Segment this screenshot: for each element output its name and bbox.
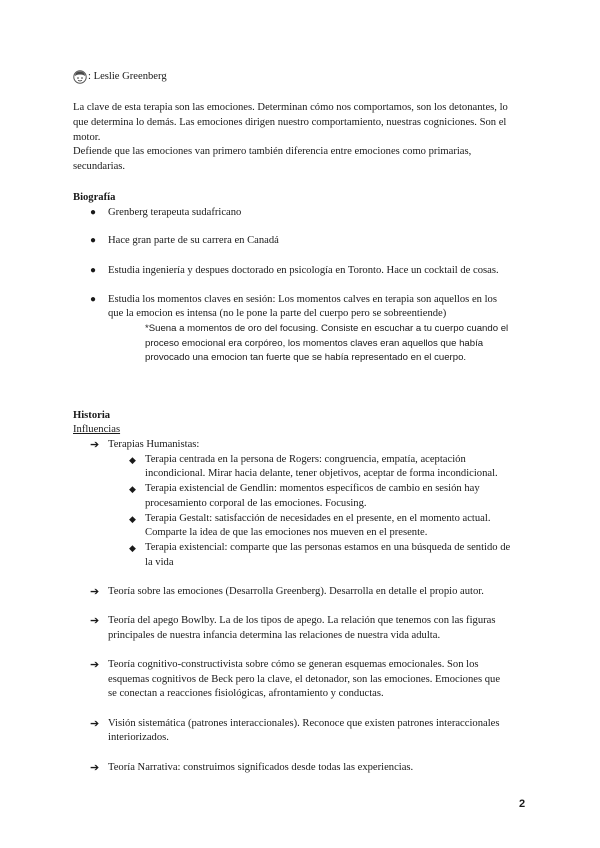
humanistas-item: Terapia centrada en la persona de Rogers: congruencia, empatía, aceptación: [145, 454, 466, 465]
arrow-right-icon: ➔: [90, 586, 100, 598]
humanistas-item: Terapia existencial de Gendlin: momentos específicos de cambio en sesión hay: [145, 483, 480, 494]
humanistas-label: Terapias Humanistas:: [108, 439, 200, 450]
teoria-item-continued: interiorizados.: [108, 732, 169, 743]
bullet-dot: ●: [90, 235, 97, 246]
teoria-item-continued: principales de nuestra infancia determina las relaciones de nuestra vida adulta.: [108, 630, 441, 641]
arrow-right-icon: ➔: [90, 615, 100, 627]
arrow-right-icon: ➔: [90, 762, 100, 774]
bio-note-line: proceso emocional era corpóreo, los momentos claves eran aquellos que había: [145, 338, 484, 349]
humanistas-item-continued: Comparte la idea de que las emociones nos mueven en el presente.: [145, 527, 428, 538]
teoria-item-continued: esquemas cognitivos de Beck pero la clave, el detonador, son las emociones. Emociones que: [108, 674, 501, 685]
intro-line: La clave de esta terapia son las emociones. Determinan cómo nos comportamos, son los detonantes, lo: [73, 102, 508, 113]
intro-line: motor.: [73, 132, 101, 143]
bio-item: Grenberg terapeuta sudafricano: [108, 207, 242, 218]
bio-item: Hace gran parte de su carrera en Canadá: [108, 235, 279, 246]
humanistas-item-continued: procesamiento corporal de las emociones. Focusing.: [145, 498, 367, 509]
diamond-bullet-icon: ◆: [129, 455, 136, 465]
diamond-bullet-icon: ◆: [129, 543, 136, 553]
intro-line: secundarias.: [73, 161, 126, 172]
arrow-right-icon: ➔: [90, 718, 100, 730]
diamond-bullet-icon: ◆: [129, 484, 136, 494]
teoria-item: Teoría del apego Bowlby. La de los tipos de apego. La relación que tenemos con las figuras: [108, 615, 496, 626]
arrow-right-icon: ➔: [90, 439, 100, 451]
bullet-dot: ●: [90, 294, 97, 305]
teoria-item: Teoría Narrativa: construimos significados desde todas las experiencias.: [108, 762, 414, 773]
bio-item-continued: que la emocion es intensa (no le pone la parte del cuerpo pero se sobreentiende): [108, 308, 447, 319]
subheading-influencias: Influencias: [73, 424, 121, 435]
page-number: 2: [519, 798, 526, 810]
intro-line: Defiende que las emociones van primero también diferencia entre emociones como primarias,: [73, 146, 472, 157]
section-heading-historia: Historia: [73, 410, 111, 421]
bio-item: Estudia ingeniería y despues doctorado en psicología en Toronto. Hace un cocktail de cosas.: [108, 265, 499, 276]
bullet-dot: ●: [90, 265, 97, 276]
humanistas-item: Terapia Gestalt: satisfacción de necesidades en el presente, en el momento actual.: [145, 513, 491, 524]
person-avatar-icon: [73, 70, 87, 84]
section-heading-biografia: Biografía: [73, 192, 116, 203]
bullet-dot: ●: [90, 207, 97, 218]
bio-item: Estudia los momentos claves en sesión: Los momentos calves en terapia son aquellos en los: [108, 294, 497, 305]
humanistas-item: Terapia existencial: comparte que las personas estamos en una búsqueda de sentido de: [145, 542, 511, 553]
teoria-item: Visión sistemática (patrones interaccionales). Reconoce que existen patrones interaccionales: [108, 718, 500, 729]
humanistas-item-continued: la vida: [145, 557, 174, 568]
bio-note-line: *Suena a momentos de oro del focusing. Consiste en escuchar a tu cuerpo cuando el: [145, 323, 509, 334]
diamond-bullet-icon: ◆: [129, 514, 136, 524]
teoria-item: Teoría sobre las emociones (Desarrolla Greenberg). Desarrolla en detalle el propio autor.: [108, 586, 484, 597]
teoria-item: Teoría cognitivo-constructivista sobre cómo se generan esquemas emocionales. Son los: [108, 659, 479, 670]
author-name: : Leslie Greenberg: [88, 71, 167, 82]
humanistas-item-continued: incondicional. Mirar hacia delante, tener objetivos, aceptar de forma incondicional.: [145, 468, 498, 479]
intro-line: que determina lo demás. Las emociones dirigen nuestro comportamiento, nuestras cogniciones. Son el: [73, 117, 507, 128]
bio-note-line: provocado una emocion tan fuerte que se había representado en el cuerpo.: [145, 352, 467, 363]
teoria-item-continued: se conectan a reacciones fisiológicas, afrontamiento y conductas.: [108, 688, 384, 699]
arrow-right-icon: ➔: [90, 659, 100, 671]
